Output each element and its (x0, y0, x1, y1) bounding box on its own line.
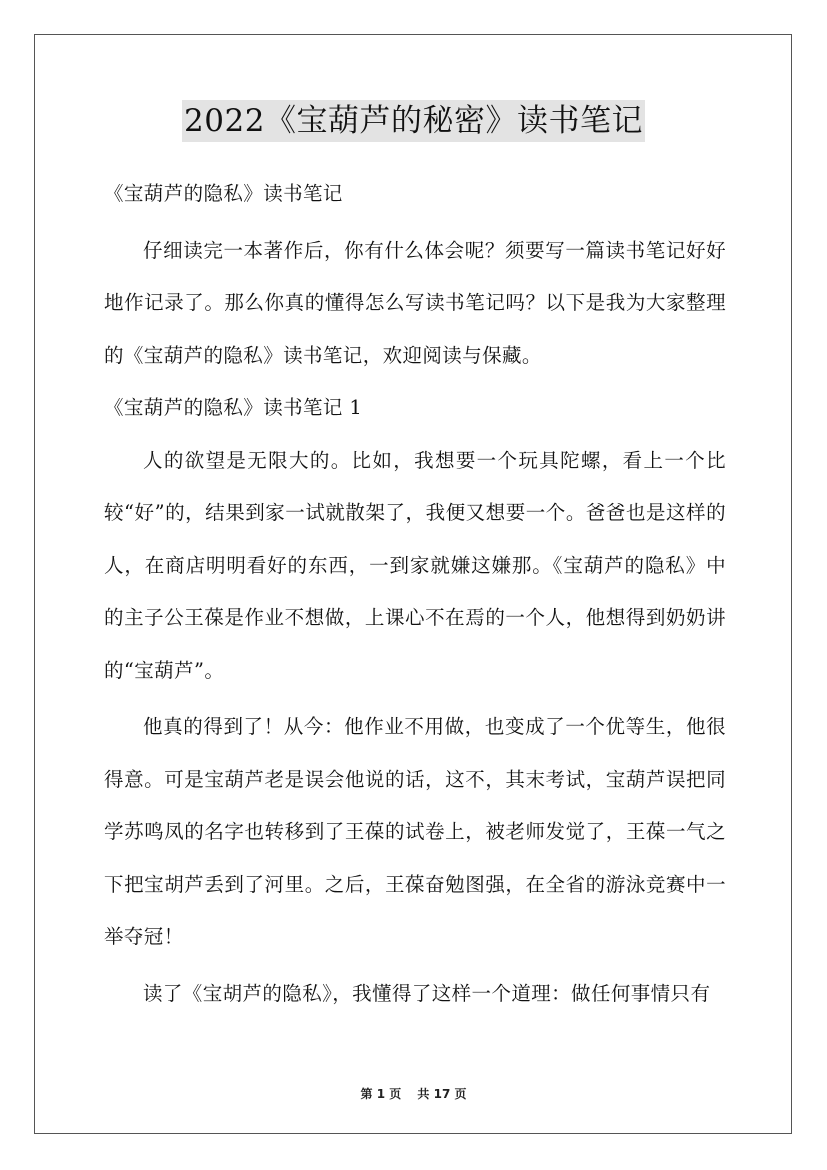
paragraph-section-heading: 《宝葫芦的隐私》读书笔记 1 (104, 396, 363, 419)
paragraph-intro: 仔细读完一本著作后，你有什么体会呢？须要写一篇读书笔记好好地作记录了。那么你真的懂得怎么写读书笔记吗？以下是我为大家整理的《宝葫芦的隐私》读书笔记，欢迎阅读与保藏。 (104, 238, 726, 367)
page-total: 共 17 页 (417, 1087, 467, 1101)
paragraph-body-3: 读了《宝胡芦的隐私》，我懂得了这样一个道理：做任何事情只有 (143, 981, 711, 1005)
paragraph-subtitle: 《宝葫芦的隐私》读书笔记 (104, 182, 343, 205)
paragraph-body-1: 人的欲望是无限大的。比如，我想要一个玩具陀螺，看上一个比较“好”的，结果到家一试就散架了，我便又想要一个。爸爸也是这样的人，在商店明明看好的东西，一到家就嫌这嫌那。《宝葫芦的隐私》中的主子公王葆是作业不想做，上课心不在焉的一个人，他想得到奶奶讲的“宝葫芦”。 (104, 448, 726, 682)
document-body (104, 168, 726, 1020)
page-footer (0, 1085, 827, 1102)
title-container (0, 100, 827, 142)
page-number: 第 1 页 (360, 1087, 402, 1101)
document-title: 2022《宝葫芦的秘密》读书笔记 (182, 100, 645, 142)
paragraph-body-2: 他真的得到了！从今：他作业不用做，也变成了一个优等生，他很得意。可是宝葫芦老是误会他说的话，这不，其末考试，宝葫芦误把同学苏鸣凤的名字也转移到了王葆的试卷上，被老师发觉了，王葆一气之下把宝胡芦丢到了河里。之后，王葆奋勉图强，在全省的游泳竞赛中一举夺冠！ (104, 715, 726, 948)
